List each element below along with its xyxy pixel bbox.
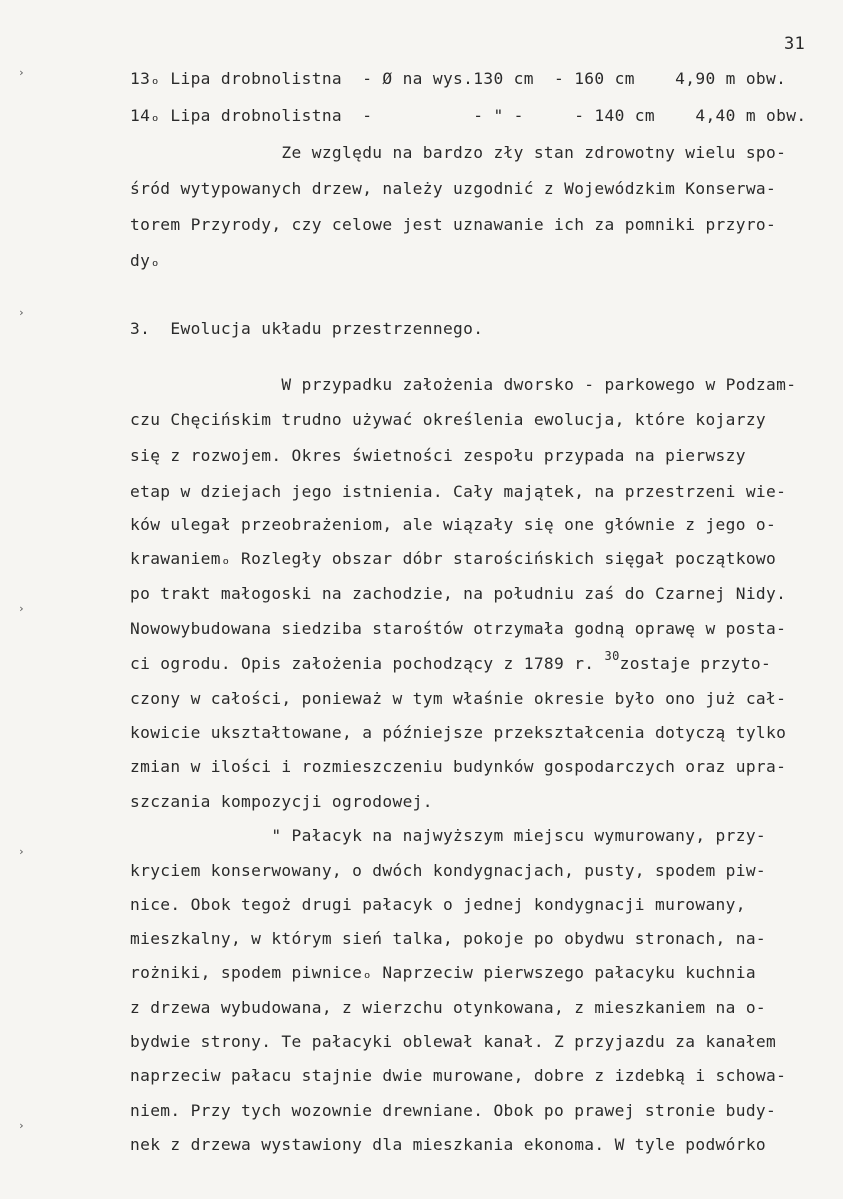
quote-line: nice. Obok tegoż drugi pałacyk o jednej kondygnacji murowany, bbox=[130, 895, 746, 914]
margin-mark: › bbox=[18, 306, 25, 319]
paragraph-line: W przypadku założenia dworsko - parkowego w Podzam- bbox=[130, 375, 797, 394]
paragraph-line: etap w dziejach jego istnienia. Cały majątek, na przestrzeni wie- bbox=[130, 482, 787, 501]
paragraph-line: czu Chęcińskim trudno używać określenia ewolucja, które kojarzy bbox=[130, 410, 767, 429]
section-heading: 3. Ewolucja układu przestrzennego. bbox=[130, 319, 484, 338]
quote-line: mieszkalny, w którym sień talka, pokoje po obydwu stronach, na- bbox=[130, 929, 767, 948]
text-after-footnote: zostaje przyto- bbox=[619, 654, 772, 673]
margin-mark: › bbox=[18, 602, 25, 615]
quote-line: niem. Przy tych wozownie drewniane. Obok po prawej stronie budy- bbox=[130, 1101, 777, 1120]
paragraph-line: dyₒ bbox=[130, 251, 161, 270]
page-number: 31 bbox=[784, 34, 806, 54]
paragraph-line-with-footnote bbox=[130, 649, 772, 675]
paragraph-line: ków ulegał przeobrażeniom, ale wiązały się one głównie z jego o- bbox=[130, 515, 777, 534]
paragraph-line: szczania kompozycji ogrodowej. bbox=[130, 792, 433, 811]
quote-line: " Pałacyk na najwyższym miejscu wymurowany, przy- bbox=[130, 826, 767, 845]
paragraph-line: po trakt małogoski na zachodzie, na południu zaś do Czarnej Nidy. bbox=[130, 584, 787, 603]
quote-line: nek z drzewa wystawiony dla mieszkania ekonoma. W tyle podwórko bbox=[130, 1135, 767, 1154]
paragraph-line: torem Przyrody, czy celowe jest uznawanie ich za pomniki przyro- bbox=[130, 215, 777, 234]
quote-line: rożniki, spodem piwniceₒ Naprzeciw pierwszego pałacyku kuchnia bbox=[130, 963, 756, 982]
margin-mark: › bbox=[18, 66, 25, 79]
quote-line: bydwie strony. Te pałacyki oblewał kanał. Z przyjazdu za kanałem bbox=[130, 1032, 777, 1051]
margin-mark: › bbox=[18, 845, 25, 858]
margin-mark: › bbox=[18, 1119, 25, 1132]
list-item: 13ₒ Lipa drobnolistna - Ø na wys.130 cm - 160 cm 4,90 m obw. bbox=[130, 69, 787, 88]
quote-line: naprzeciw pałacu stajnie dwie murowane, dobre z izdebką i schowa- bbox=[130, 1066, 787, 1085]
paragraph-line: zmian w ilości i rozmieszczeniu budynków gospodarczych oraz upra- bbox=[130, 757, 787, 776]
paragraph-line: się z rozwojem. Okres świetności zespołu przypada na pierwszy bbox=[130, 446, 746, 465]
paragraph-line: kowicie ukształtowane, a późniejsze przekształcenia dotyczą tylko bbox=[130, 723, 787, 742]
quote-line: kryciem konserwowany, o dwóch kondygnacjach, pusty, spodem piw- bbox=[130, 861, 767, 880]
quote-line: z drzewa wybudowana, z wierzchu otynkowana, z mieszkaniem na o- bbox=[130, 998, 767, 1017]
paragraph-line: krawaniemₒ Rozległy obszar dóbr starościńskich sięgał początkowo bbox=[130, 549, 777, 568]
paragraph-line: czony w całości, ponieważ w tym właśnie okresie było ono już cał- bbox=[130, 689, 787, 708]
paragraph-line: Ze względu na bardzo zły stan zdrowotny wielu spo- bbox=[130, 143, 787, 162]
paragraph-line: Nowowybudowana siedziba starośtów otrzymała godną oprawę w posta- bbox=[130, 619, 787, 638]
paragraph-line: śród wytypowanych drzew, należy uzgodnić z Wojewódzkim Konserwa- bbox=[130, 179, 777, 198]
footnote-reference: 30 bbox=[604, 649, 620, 663]
text-before-footnote: ci ogrodu. Opis założenia pochodzący z 1789 r. bbox=[130, 654, 605, 673]
list-item: 14ₒ Lipa drobnolistna - - " - - 140 cm 4,40 m obw. bbox=[130, 106, 807, 125]
